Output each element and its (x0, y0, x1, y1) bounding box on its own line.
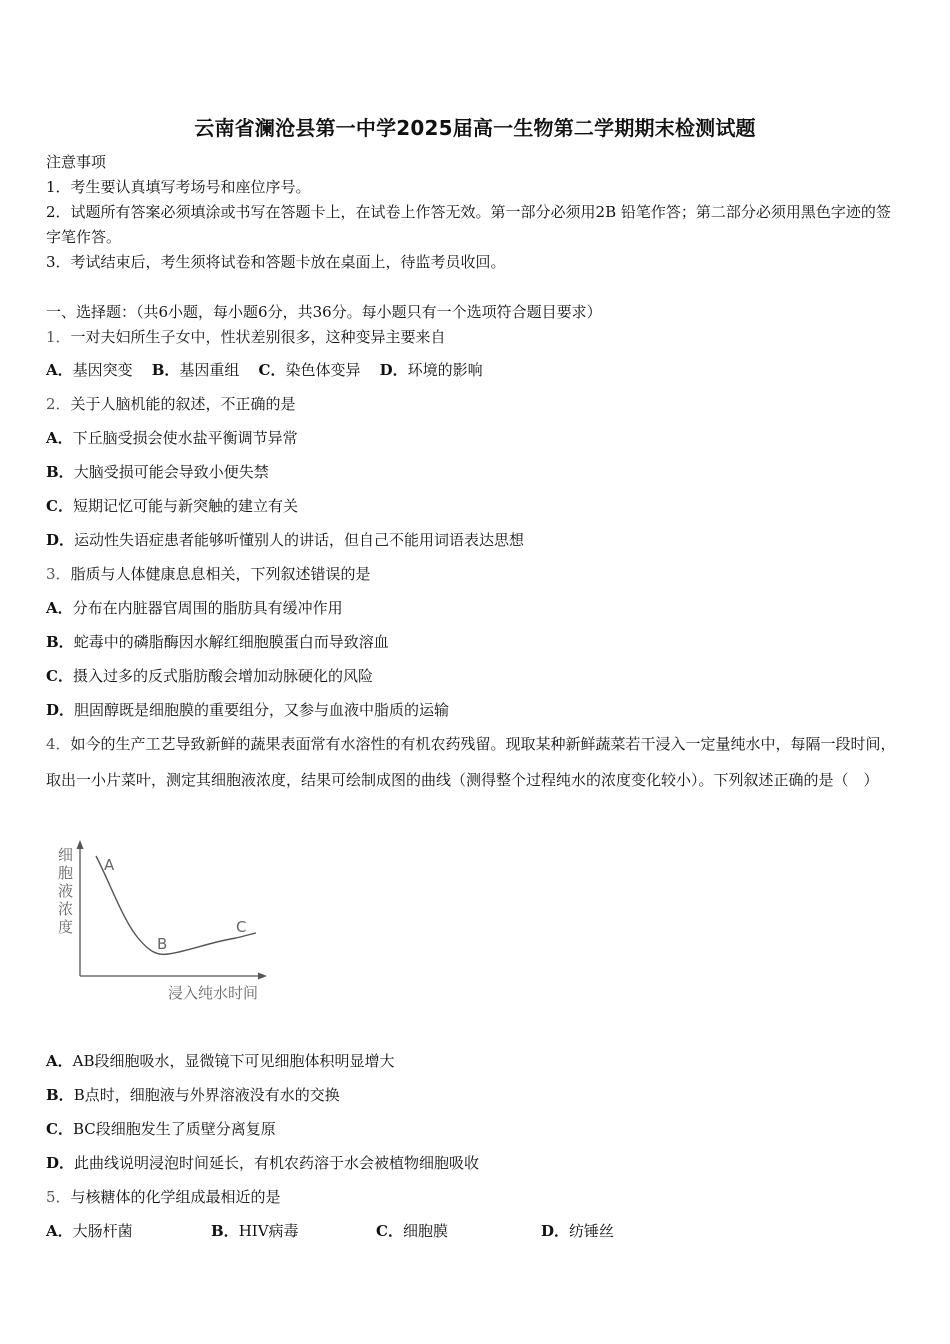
question-1 (46, 326, 904, 347)
notice-item-1: 1．考生要认真填写考场号和座位序号。 (46, 178, 311, 196)
question-stem: 脂质与人体健康息息相关，下列叙述错误的是 (70, 565, 371, 583)
question-stem: 如今的生产工艺导致新鲜的蔬果表面常有水溶性的有机农药残留。现取某种新鲜蔬菜若干浸入一定量纯水中，每隔一段时间，取出一小片菜叶，测定其细胞液浓度，结果可绘制成图的曲线（测得整个过程纯水的浓度变化较小）。下列叙述正确的是（ ） (46, 735, 896, 789)
option-b[interactable]: B．HIV病毒 (211, 1222, 299, 1240)
x-axis-arrow (258, 973, 267, 980)
option-c[interactable]: C．BC段细胞发生了质壁分离复原 (46, 1120, 276, 1138)
option-d[interactable]: D．胆固醇既是细胞膜的重要组分，又参与血液中脂质的运输 (46, 701, 450, 719)
question-stem: 一对夫妇所生子女中，性状差别很多，这种变异主要来自 (70, 328, 446, 346)
curve-graph (50, 838, 290, 1013)
question-5 (46, 1186, 904, 1207)
concentration-curve-figure (50, 838, 290, 1013)
section-heading: 一、选择题：（共6小题，每小题6分，共36分。每小题只有一个选项符合题目要求） (46, 303, 602, 321)
option-a[interactable]: A．分布在内脏器官周围的脂肪具有缓冲作用 (46, 599, 343, 617)
notice-item-2: 2．试题所有答案必须填涂或书写在答题卡上，在试卷上作答无效。第一部分必须用2B 铅笔作答；第二部分必须用黑色字迹的签字笔作答。 (46, 203, 891, 246)
question-3 (46, 563, 904, 584)
option-c[interactable]: C．细胞膜 (376, 1222, 448, 1240)
ylabel-char: 胞 (58, 864, 74, 882)
notice-heading: 注意事项 (46, 153, 107, 171)
question-4 (46, 726, 904, 798)
option-d[interactable]: D．纺锤丝 (541, 1222, 615, 1240)
question-stem: 与核糖体的化学组成最相近的是 (70, 1188, 281, 1206)
option-a[interactable]: A．大肠杆菌 (46, 1222, 133, 1240)
page-title: 云南省澜沧县第一中学2025届高一生物第二学期期末检测试题 (194, 116, 756, 140)
ylabel-char: 浓 (58, 900, 74, 918)
ylabel-char: 细 (58, 846, 74, 864)
notice-item-3: 3．考试结束后，考生须将试卷和答题卡放在桌面上，待监考员收回。 (46, 253, 506, 271)
option-c[interactable]: C．摄入过多的反式脂肪酸会增加动脉硬化的风险 (46, 667, 373, 685)
option-b[interactable]: B．B点时，细胞液与外界溶液没有水的交换 (46, 1086, 340, 1104)
question-1-options (46, 359, 904, 380)
option-d[interactable]: D．运动性失语症患者能够听懂别人的讲话，但自己不能用词语表达思想 (46, 531, 525, 549)
question-number: 2． (46, 395, 71, 413)
question-stem: 关于人脑机能的叙述，不正确的是 (70, 395, 296, 413)
question-2 (46, 393, 904, 414)
option-b[interactable]: B．大脑受损可能会导致小便失禁 (46, 463, 269, 481)
option-c[interactable]: C．染色体变异 (258, 361, 361, 379)
option-d[interactable]: D．此曲线说明浸泡时间延长，有机农药溶于水会被植物细胞吸收 (46, 1154, 480, 1172)
point-label-b: B (157, 935, 168, 953)
concentration-curve (96, 856, 256, 954)
point-label-c: C (236, 918, 247, 936)
option-b[interactable]: B．基因重组 (151, 361, 240, 379)
question-number: 4． (46, 735, 71, 753)
ylabel-char: 度 (58, 918, 74, 936)
xlabel: 浸入纯水时间 (168, 984, 259, 1002)
question-number: 5． (46, 1188, 71, 1206)
ylabel-char: 液 (58, 882, 74, 900)
option-d[interactable]: D．环境的影响 (379, 361, 483, 379)
option-a[interactable]: A．下丘脑受损会使水盐平衡调节异常 (46, 429, 298, 447)
point-label-a: A (104, 856, 115, 874)
option-a[interactable]: A．基因突变 (46, 361, 133, 379)
option-a[interactable]: A．AB段细胞吸水，显微镜下可见细胞体积明显增大 (46, 1052, 395, 1070)
question-number: 3． (46, 565, 71, 583)
option-c[interactable]: C．短期记忆可能与新突触的建立有关 (46, 497, 298, 515)
option-b[interactable]: B．蛇毒中的磷脂酶因水解红细胞膜蛋白而导致溶血 (46, 633, 389, 651)
y-axis-arrow (77, 840, 84, 849)
question-5-options (46, 1220, 904, 1241)
question-number: 1． (46, 328, 71, 346)
